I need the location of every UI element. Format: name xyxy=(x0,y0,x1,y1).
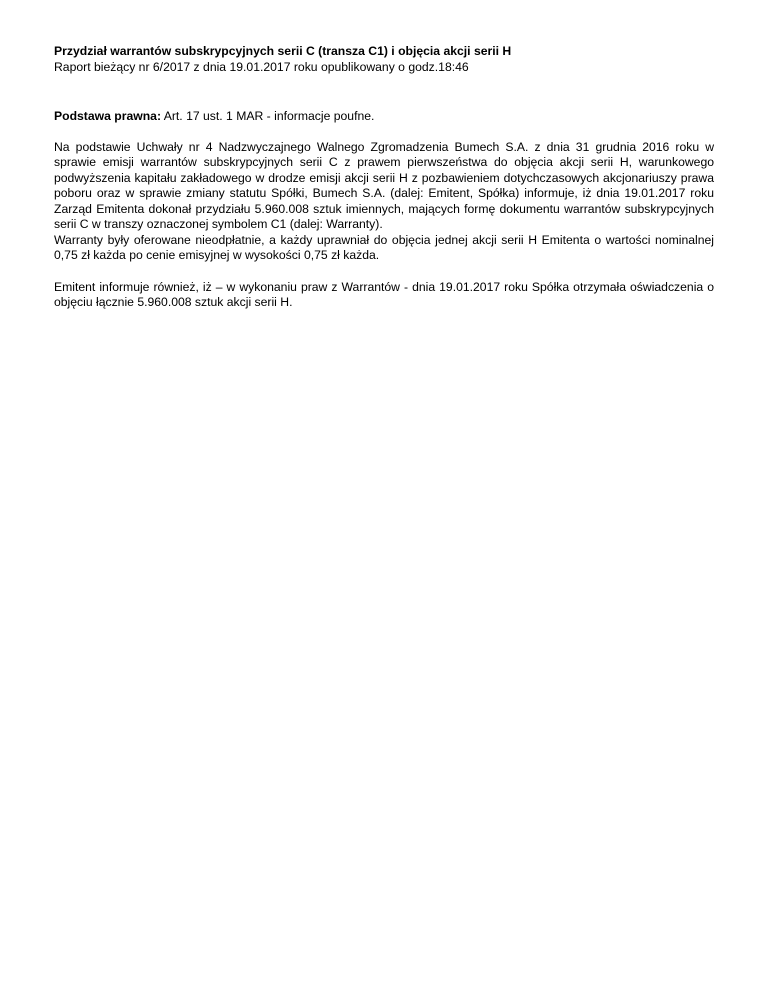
document-page xyxy=(54,44,714,311)
legal-basis-text: Art. 17 ust. 1 MAR - informacje poufne. xyxy=(161,109,375,123)
paragraph-share-subscription: Emitent informuje również, iż – w wykonaniu praw z Warrantów - dnia 19.01.2017 roku Spółka otrzymała oświadczenia o objęciu łącznie 5.960.008 sztuk akcji serii H. xyxy=(54,279,714,309)
paragraph-warrants-offer: Warranty były oferowane nieodpłatnie, a każdy uprawniał do objęcia jednej akcji serii H Emitenta o wartości nominalnej 0,75 zł każda po cenie emisyjnej w wysokości 0,75 zł każda. xyxy=(54,232,714,262)
document-title: Przydział warrantów subskrypcyjnych serii C (transza C1) i objęcia akcji serii H xyxy=(54,44,512,58)
legal-basis xyxy=(54,109,714,125)
report-subtitle: Raport bieżący nr 6/2017 z dnia 19.01.2017 roku opublikowany o godz.18:46 xyxy=(54,59,469,74)
paragraph-resolution: Na podstawie Uchwały nr 4 Nadzwyczajnego Walnego Zgromadzenia Bumech S.A. z dnia 31 grudnia 2016 roku w sprawie emisji warrantów subskrypcyjnych serii C z prawem pierwszeństwa do objęcia akcji serii H, warunkowego podwyższenia kapitału zakładowego w drodze emisji akcji serii H z pozbawieniem dotychczasowych akcjonariuszy prawa poboru oraz w sprawie zmiany statutu Spółki, Bumech S.A. (dalej: Emitent, Spółka) informuje, iż dnia 19.01.2017 roku Zarząd Emitenta dokonał przydziału 5.960.008 sztuk imiennych, mających formę dokumentu warrantów subskrypcyjnych serii C w transzy oznaczonej symbolem C1 (dalej: Warranty). xyxy=(54,139,714,231)
legal-basis-label: Podstawa prawna: xyxy=(54,109,162,123)
